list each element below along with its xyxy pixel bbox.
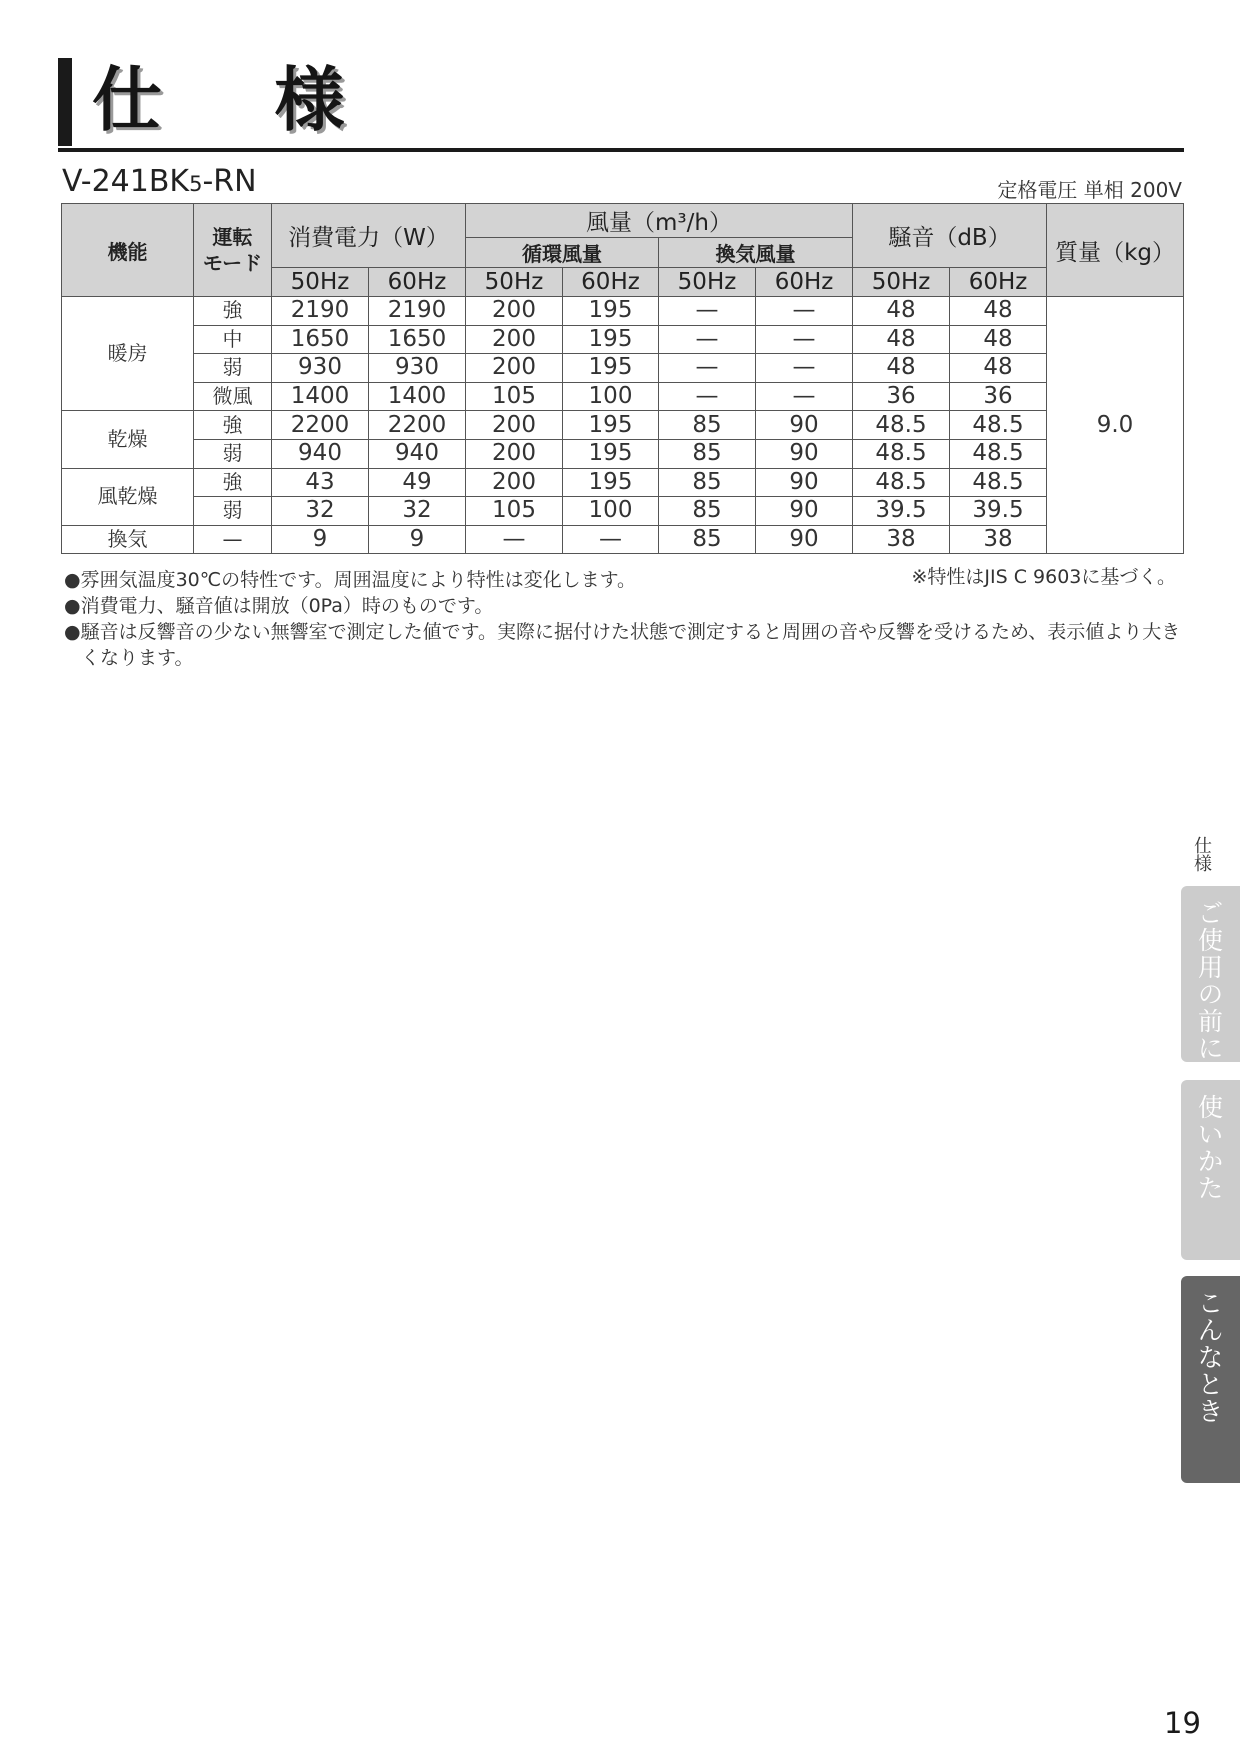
header-mode: 運転 モード xyxy=(194,204,272,297)
table-row xyxy=(62,297,1184,326)
value-cell: 195 xyxy=(563,325,659,354)
header-50hz: 50Hz xyxy=(853,268,950,297)
spec-table xyxy=(61,203,1184,554)
header-50hz: 50Hz xyxy=(466,268,563,297)
value-cell: — xyxy=(659,297,756,326)
value-cell: 200 xyxy=(466,297,563,326)
function-cell: 乾燥 xyxy=(62,411,194,468)
mode-cell: 弱 xyxy=(194,439,272,468)
value-cell: 48.5 xyxy=(950,411,1047,440)
value-cell: 48 xyxy=(853,354,950,383)
value-cell: 85 xyxy=(659,468,756,497)
table-row xyxy=(62,382,1184,411)
value-cell: 48 xyxy=(950,325,1047,354)
value-cell: 48.5 xyxy=(853,411,950,440)
page-title-block xyxy=(58,56,1184,152)
value-cell: 195 xyxy=(563,297,659,326)
value-cell: — xyxy=(756,325,853,354)
table-row xyxy=(62,525,1184,554)
side-tab-label: 使いかた xyxy=(1197,1093,1223,1203)
value-cell: 36 xyxy=(853,382,950,411)
value-cell: 48 xyxy=(950,354,1047,383)
note-item: ●消費電力、騒音値は開放（0Pa）時のものです。 xyxy=(64,595,494,617)
model-main: V-241BK xyxy=(62,164,190,199)
header-50hz: 50Hz xyxy=(659,268,756,297)
value-cell: 1650 xyxy=(272,325,369,354)
value-cell: 2190 xyxy=(272,297,369,326)
value-cell: — xyxy=(659,325,756,354)
value-cell: 38 xyxy=(853,525,950,554)
value-cell: 100 xyxy=(563,497,659,526)
value-cell: 195 xyxy=(563,439,659,468)
value-cell: 940 xyxy=(272,439,369,468)
value-cell: 48 xyxy=(950,297,1047,326)
value-cell: 930 xyxy=(272,354,369,383)
page-title: 仕 様 xyxy=(92,59,389,141)
value-cell: 90 xyxy=(756,411,853,440)
value-cell: 90 xyxy=(756,468,853,497)
value-cell: 85 xyxy=(659,525,756,554)
value-cell: 105 xyxy=(466,382,563,411)
mode-cell: — xyxy=(194,525,272,554)
value-cell: 85 xyxy=(659,439,756,468)
header-60hz: 60Hz xyxy=(563,268,659,297)
header-60hz: 60Hz xyxy=(756,268,853,297)
page-number: 19 xyxy=(1164,1706,1201,1740)
value-cell: 39.5 xyxy=(853,497,950,526)
value-cell: 200 xyxy=(466,354,563,383)
header-function: 機能 xyxy=(62,204,194,297)
value-cell: — xyxy=(466,525,563,554)
value-cell: 90 xyxy=(756,525,853,554)
mode-cell: 弱 xyxy=(194,497,272,526)
value-cell: — xyxy=(659,382,756,411)
value-cell: 90 xyxy=(756,439,853,468)
value-cell: 48.5 xyxy=(950,439,1047,468)
value-cell: 1400 xyxy=(369,382,466,411)
value-cell: 39.5 xyxy=(950,497,1047,526)
header-mass: 質量（kg） xyxy=(1047,204,1184,297)
header-power: 消費電力（W） xyxy=(272,204,466,268)
value-cell: 105 xyxy=(466,497,563,526)
value-cell: — xyxy=(756,382,853,411)
rated-voltage: 定格電圧 単相 200V xyxy=(997,178,1182,202)
value-cell: 38 xyxy=(950,525,1047,554)
table-row xyxy=(62,468,1184,497)
value-cell: 32 xyxy=(272,497,369,526)
value-cell: 200 xyxy=(466,468,563,497)
value-cell: 200 xyxy=(466,325,563,354)
mode-cell: 強 xyxy=(194,411,272,440)
side-tab-before-use[interactable] xyxy=(1181,886,1240,1062)
value-cell: 9 xyxy=(272,525,369,554)
function-cell: 風乾燥 xyxy=(62,468,194,525)
value-cell: 930 xyxy=(369,354,466,383)
side-tab-label: ご使用の前に xyxy=(1197,899,1223,1063)
mass-cell: 9.0 xyxy=(1047,297,1184,554)
function-cell: 暖房 xyxy=(62,297,194,411)
mode-cell: 強 xyxy=(194,468,272,497)
table-row xyxy=(62,411,1184,440)
mode-cell: 弱 xyxy=(194,354,272,383)
value-cell: 85 xyxy=(659,411,756,440)
header-60hz: 60Hz xyxy=(950,268,1047,297)
value-cell: — xyxy=(756,297,853,326)
value-cell: 48.5 xyxy=(950,468,1047,497)
side-tab-troubleshooting[interactable] xyxy=(1181,1276,1240,1483)
value-cell: 195 xyxy=(563,354,659,383)
value-cell: 90 xyxy=(756,497,853,526)
note-item: ●騒音は反響音の少ない無響室で測定した値です。実際に据付けた状態で測定すると周囲の音や反響を受けるため、表示値より大きくなります。 xyxy=(64,621,1181,669)
header-noise: 騒音（dB） xyxy=(853,204,1047,268)
table-row xyxy=(62,325,1184,354)
value-cell: 48.5 xyxy=(853,468,950,497)
header-60hz: 60Hz xyxy=(369,268,466,297)
function-cell: 換気 xyxy=(62,525,194,554)
value-cell: 43 xyxy=(272,468,369,497)
value-cell: 36 xyxy=(950,382,1047,411)
value-cell: 48 xyxy=(853,325,950,354)
note-item: ●雰囲気温度30℃の特性です。周囲温度により特性は変化します。 xyxy=(64,569,637,591)
notes xyxy=(64,567,1184,671)
value-cell: 2200 xyxy=(272,411,369,440)
header-circulation: 循環風量 xyxy=(466,238,659,268)
side-tab-how-to-use[interactable] xyxy=(1181,1080,1240,1260)
side-tab-label: こんなとき xyxy=(1197,1289,1223,1426)
value-cell: 1650 xyxy=(369,325,466,354)
value-cell: 200 xyxy=(466,439,563,468)
model-number xyxy=(62,164,257,202)
model-sub: 5 xyxy=(189,172,203,196)
value-cell: 195 xyxy=(563,411,659,440)
value-cell: 48 xyxy=(853,297,950,326)
mode-cell: 中 xyxy=(194,325,272,354)
header-airflow: 風量（m³/h） xyxy=(466,204,853,238)
mode-cell: 強 xyxy=(194,297,272,326)
title-accent-bar xyxy=(58,58,72,146)
value-cell: 2190 xyxy=(369,297,466,326)
jis-note: ※特性はJIS C 9603に基づく。 xyxy=(911,566,1176,588)
value-cell: — xyxy=(756,354,853,383)
model-suffix: -RN xyxy=(202,164,257,199)
header-ventilation: 換気風量 xyxy=(659,238,853,268)
spec-table-body xyxy=(62,297,1184,554)
table-row xyxy=(62,439,1184,468)
value-cell: — xyxy=(563,525,659,554)
value-cell: 32 xyxy=(369,497,466,526)
mode-cell: 微風 xyxy=(194,382,272,411)
value-cell: 49 xyxy=(369,468,466,497)
value-cell: 48.5 xyxy=(853,439,950,468)
value-cell: 1400 xyxy=(272,382,369,411)
value-cell: 195 xyxy=(563,468,659,497)
value-cell: 85 xyxy=(659,497,756,526)
value-cell: 100 xyxy=(563,382,659,411)
value-cell: 9 xyxy=(369,525,466,554)
value-cell: — xyxy=(659,354,756,383)
value-cell: 2200 xyxy=(369,411,466,440)
table-row xyxy=(62,354,1184,383)
header-50hz: 50Hz xyxy=(272,268,369,297)
value-cell: 940 xyxy=(369,439,466,468)
table-row xyxy=(62,497,1184,526)
side-index-current: 仕様 xyxy=(1194,836,1212,875)
value-cell: 200 xyxy=(466,411,563,440)
